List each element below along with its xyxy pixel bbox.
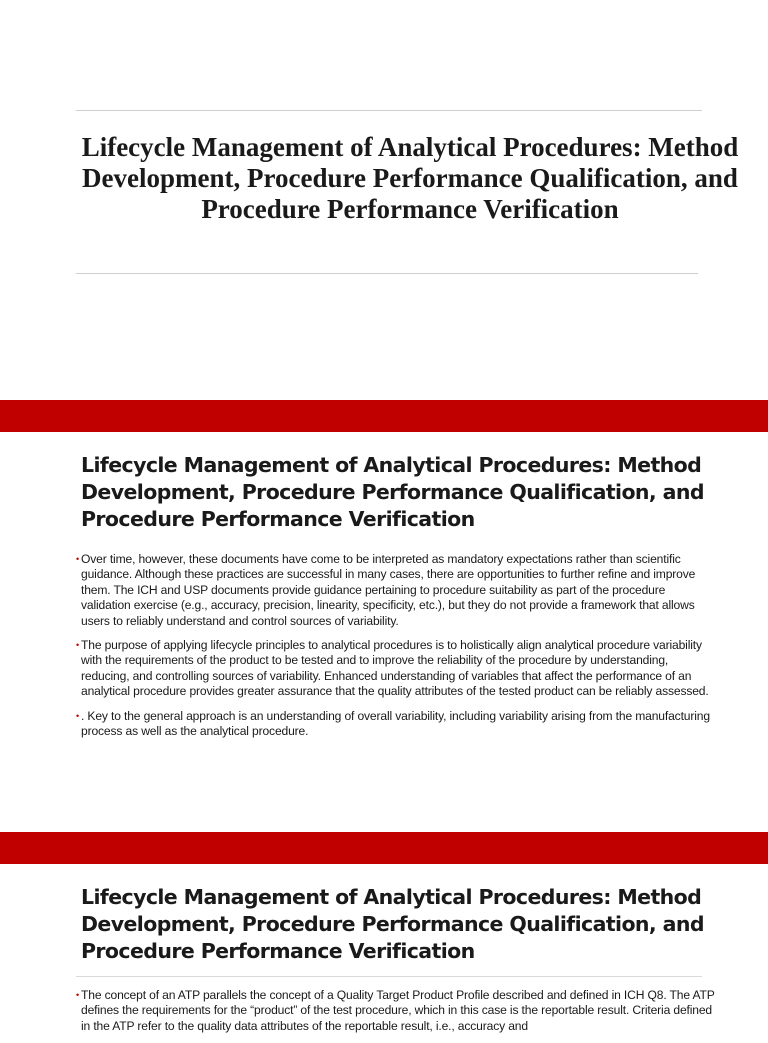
- title-top-rule: [76, 110, 702, 111]
- bullet-marker-icon: •: [76, 640, 80, 651]
- title-slide-heading: Lifecycle Management of Analytical Procedures: Method Development, Procedure Performance Qualification, and Procedure Performance Verification: [81, 132, 739, 224]
- bullet-text: The purpose of applying lifecycle principles to analytical procedures is to holistically align analytical procedure variability with the requirements of the product to be tested and to improve the reliability of the procedure by understanding, reducing, and controlling sources of variability. Enhanced understanding of variables that affect the performance of an analytical procedure provides greater assurance that the quality attributes of the tested product can be reliably assessed.: [81, 638, 709, 699]
- bullet-list: [76, 552, 716, 748]
- bullet-text: . Key to the general approach is an understanding of overall variability, including variability arising from the manufacturing process as well as the analytical procedure.: [81, 708, 710, 739]
- bullet-text: The concept of an ATP parallels the concept of a Quality Target Product Profile described and defined in ICH Q8. The ATP defines the requirements for the “product” of the test procedure, which in this case is the reportable result. Criteria defined in the ATP refer to the quality data attributes of the reportable result, i.e., accuracy and: [81, 988, 715, 1033]
- title-slide: [0, 0, 768, 400]
- title-bottom-rule: [76, 273, 698, 274]
- bullet-marker-icon: •: [76, 990, 80, 1000]
- bullet-list: [76, 988, 716, 1043]
- bullet-marker-icon: •: [76, 554, 80, 564]
- bullet-marker-icon: •: [76, 710, 80, 721]
- content-slide-3: [0, 864, 768, 1033]
- bullet-item: [76, 709, 716, 740]
- bullet-item: [76, 552, 716, 629]
- bullet-item: [76, 638, 716, 700]
- bullet-item: [76, 988, 716, 1034]
- content-slide-2: [0, 432, 768, 832]
- slide-heading: Lifecycle Management of Analytical Procedures: Method Development, Procedure Performance Qualification, and Procedure Performance Verification: [81, 453, 704, 531]
- slide-divider-band: [0, 400, 768, 432]
- bullet-text: Over time, however, these documents have come to be interpreted as mandatory expectations rather than scientific guidance. Although these practices are successful in many cases, there are opportunities to further refine and improve them. The ICH and USP documents provide guidance pertaining to procedure suitability as part of the procedure validation exercise (e.g., accuracy, precision, linearity, specificity, etc.), but they do not provide a framework that allows users to reliably understand and control sources of variability.: [81, 552, 696, 628]
- slide-heading: Lifecycle Management of Analytical Procedures: Method Development, Procedure Performance Qualification, and Procedure Performance Verification: [81, 885, 704, 963]
- slide-divider-band: [0, 832, 768, 864]
- heading-rule: [76, 976, 702, 977]
